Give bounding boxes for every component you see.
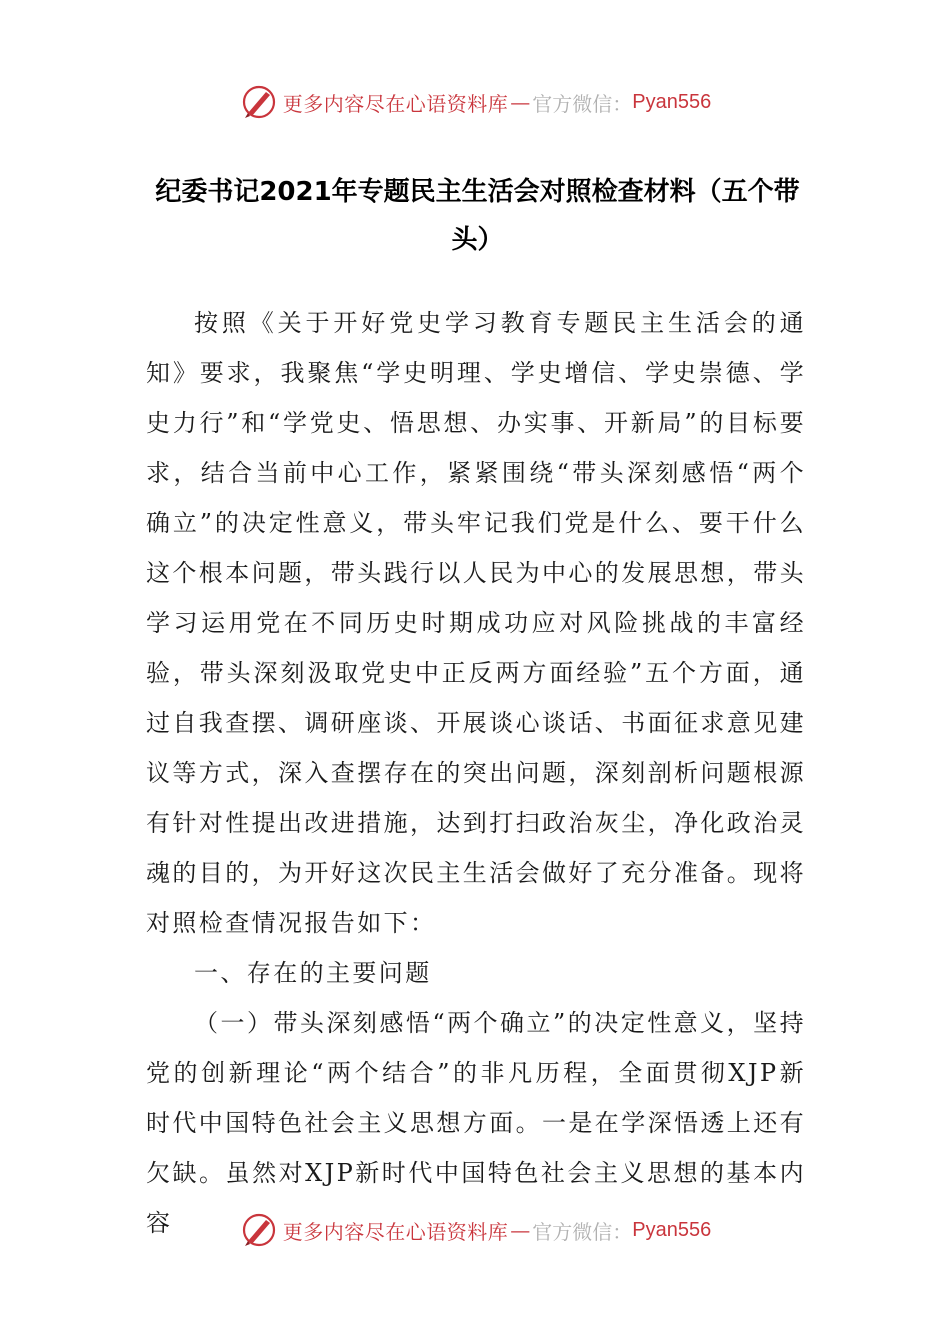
watermark-contact-id: Pyan556	[632, 1218, 712, 1241]
watermark-footer	[0, 1208, 950, 1252]
watermark-contact-label: 官方微信：	[532, 91, 633, 116]
watermark-text: 更多内容尽在心语资料库	[282, 91, 509, 116]
watermark-text: 更多内容尽在心语资料库	[282, 1219, 509, 1244]
watermark-separator: —	[510, 1218, 531, 1242]
watermark-separator: —	[510, 90, 531, 114]
pen-circle-icon	[239, 82, 279, 122]
section-heading: 一、存在的主要问题	[194, 959, 432, 987]
document-body	[146, 298, 806, 1248]
watermark-header	[0, 80, 950, 124]
pen-circle-icon	[239, 1210, 279, 1250]
document-title: 纪委书记2021年专题民主生活会对照检查材料（五个带头）	[155, 177, 800, 255]
intro-paragraph: 按照《关于开好党史学习教育专题民主生活会的通知》要求，我聚焦“学史明理、学史增信、学史崇德、学史力行”和“学党史、悟思想、办实事、开新局”的目标要求，结合当前中心工作，紧紧围绕“带头深刻感悟“两个确立”的决定性意义，带头牢记我们党是什么、要干什么这个根本问题，带头践行以人民为中心的发展思想，带头学习运用党在不同历史时期成功应对风险挑战的丰富经验，带头深刻汲取党史中正反两方面经验”五个方面，通过自我查摆、调研座谈、开展谈心谈话、书面征求意见建议等方式，深入查摆存在的突出问题，深刻剖析问题根源有针对性提出改进措施，达到打扫政治灰尘，净化政治灵魂的目的，为开好这次民主生活会做好了充分准备。现将对照检查情况报告如下：	[146, 309, 806, 937]
section-paragraph: （一）带头深刻感悟“两个确立”的决定性意义，坚持党的创新理论“两个结合”的非凡历程，全面贯彻XJP新时代中国特色社会主义思想方面。一是在学深悟透上还有欠缺。虽然对XJP新时代中国特色社会主义思想的基本内容	[146, 1009, 806, 1237]
watermark-contact-id: Pyan556	[632, 90, 712, 113]
watermark-contact-label: 官方微信：	[532, 1219, 633, 1244]
